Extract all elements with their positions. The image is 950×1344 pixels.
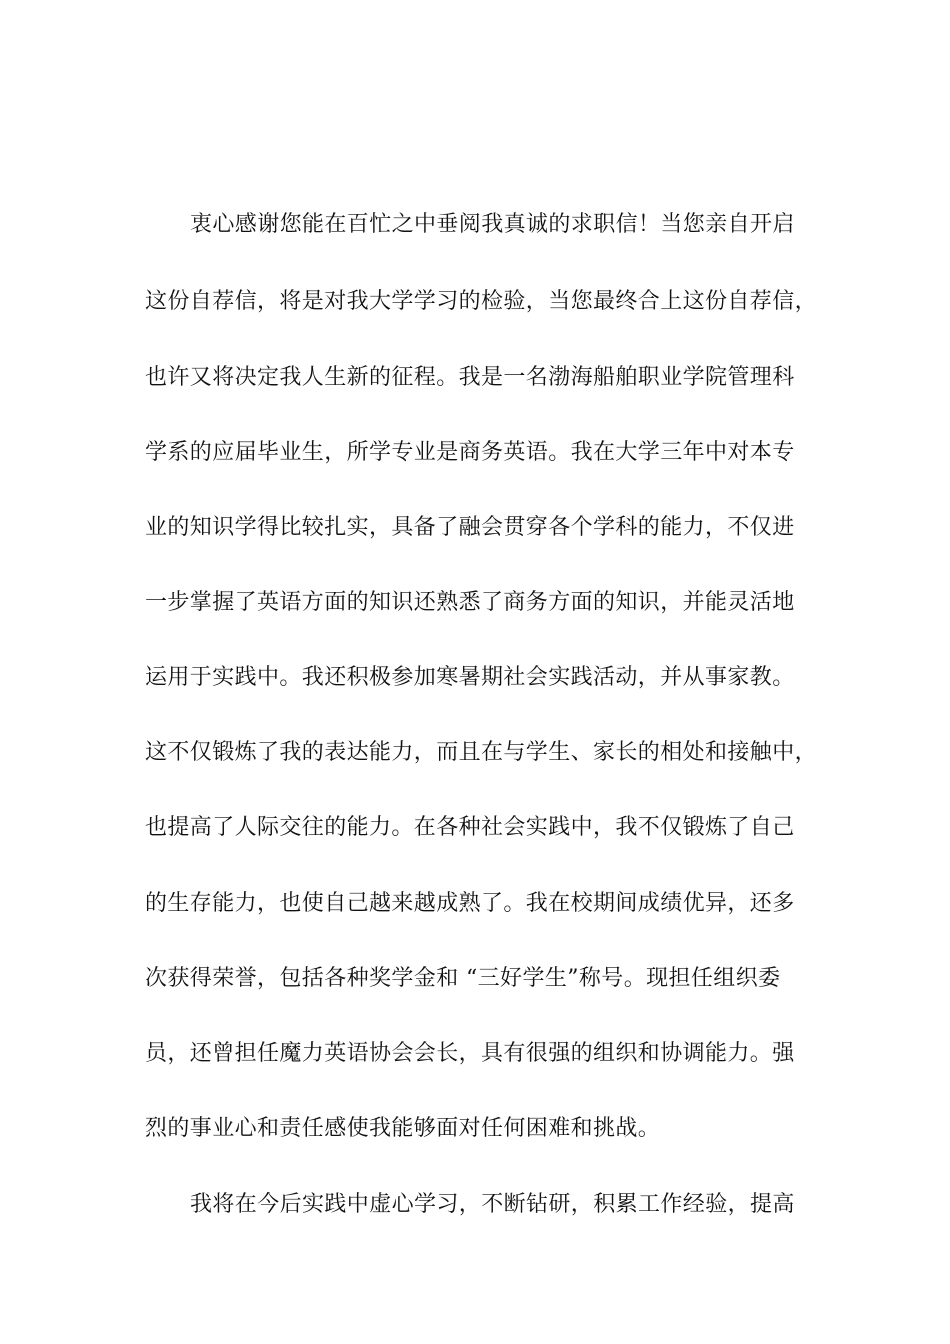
paragraph-1-line-3: 也许又将决定我人生新的征程。我是一名渤海船舶职业学院管理科 (145, 365, 795, 390)
paragraph-1-line-13: 烈的事业心和责任感使我能够面对任何困难和挑战。 (145, 1116, 661, 1141)
paragraph-2-line-1: 我将在今后实践中虚心学习，不断钻研，积累工作经验，提高 (190, 1192, 795, 1217)
paragraph-1-line-5: 业的知识学得比较扎实，具备了融会贯穿各个学科的能力，不仅进 (145, 515, 795, 540)
paragraph-1-line-12: 员，还曾担任魔力英语协会会长，具有很强的组织和协调能力。强 (145, 1041, 795, 1066)
paragraph-1-line-8: 这不仅锻炼了我的表达能力，而且在与学生、家长的相处和接触中， (145, 740, 818, 765)
paragraph-1-line-2: 这份自荐信，将是对我大学学习的检验，当您最终合上这份自荐信， (145, 289, 818, 314)
paragraph-1-line-6: 一步掌握了英语方面的知识还熟悉了商务方面的知识，并能灵活地 (145, 590, 795, 615)
paragraph-1-line-7: 运用于实践中。我还积极参加寒暑期社会实践活动，并从事家教。 (145, 665, 795, 690)
paragraph-1-line-9: 也提高了人际交往的能力。在各种社会实践中，我不仅锻炼了自己 (145, 815, 795, 840)
paragraph-1-line-10: 的生存能力，也使自己越来越成熟了。我在校期间成绩优异，还多 (145, 891, 795, 916)
paragraph-1-line-4: 学系的应届毕业生，所学专业是商务英语。我在大学三年中对本专 (145, 440, 795, 465)
paragraph-1-line-1: 衷心感谢您能在百忙之中垂阅我真诚的求职信！当您亲自开启 (190, 212, 795, 237)
paragraph-1-line-11: 次获得荣誉，包括各种奖学金和 “三好学生”称号。现担任组织委 (145, 966, 781, 991)
